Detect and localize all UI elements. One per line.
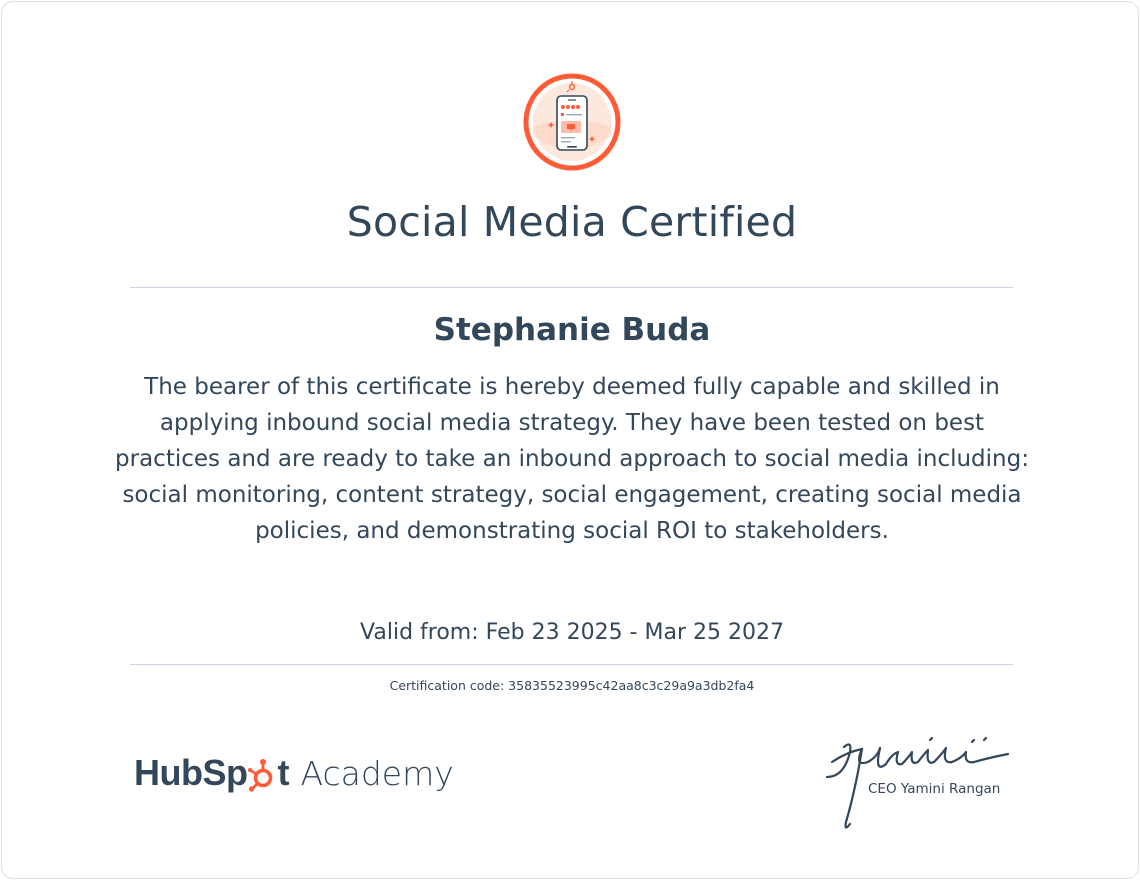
phone-social-badge-icon: [523, 73, 621, 171]
divider: [130, 287, 1013, 288]
logo-text-t: t: [277, 752, 290, 793]
certificate-title: Social Media Certified: [346, 198, 798, 246]
certification-code: Certification code: 35835523995c42aa8c3c29a9a3db2fa4: [389, 678, 755, 693]
certificate-description: The bearer of this certificate is hereby deemed fully capable and skilled in applying inbound social media strategy. They have been tested on best practices and are ready to take an inbound approach to social media including: social monitoring, content strategy, social engagement, creating social media policies, and demonstrating social ROI to stakeholders.: [115, 374, 1029, 544]
hubspot-sprocket-icon: [248, 758, 278, 792]
divider: [130, 664, 1013, 665]
hubspot-academy-logo: [134, 750, 454, 796]
signature-caption: CEO Yamini Rangan: [868, 781, 1001, 797]
recipient-name: Stephanie Buda: [433, 312, 711, 348]
logo-text-hubspot: HubSp: [134, 752, 248, 793]
certificate-card: [1, 1, 1139, 879]
logo-text-academy: Academy: [300, 753, 454, 793]
validity-period: Valid from: Feb 23 2025 - Mar 25 2027: [360, 620, 784, 645]
